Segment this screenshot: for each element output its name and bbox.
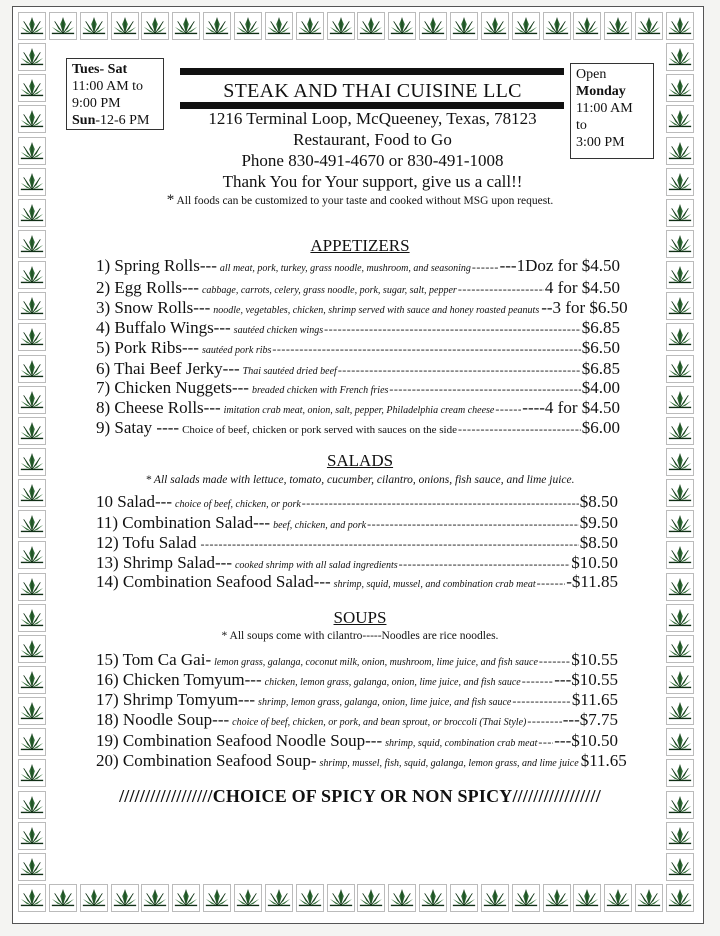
- item-name: 3) Snow Rolls---: [96, 298, 211, 317]
- lotus-leaf-icon: [543, 12, 571, 40]
- menu-item: [96, 298, 628, 318]
- lotus-leaf-icon: [111, 884, 139, 912]
- item-name: 14) Combination Seafood Salad---: [96, 572, 331, 591]
- lotus-leaf-icon: [666, 791, 694, 819]
- item-name: 11) Combination Salad---: [96, 513, 271, 532]
- lotus-leaf-icon: [18, 728, 46, 756]
- item-price: $6.50: [581, 338, 620, 357]
- menu-item: [96, 492, 618, 512]
- msg-note-text: All foods can be customized to your taste and cooked without MSG upon request.: [176, 195, 554, 207]
- leader-dashes: [539, 654, 570, 669]
- lotus-leaf-icon: [666, 417, 694, 445]
- lotus-leaf-icon: [573, 12, 601, 40]
- lotus-leaf-icon: [18, 323, 46, 351]
- lotus-leaf-icon: [481, 12, 509, 40]
- item-description: Thai sautéed dried beef: [242, 366, 337, 377]
- lotus-leaf-icon: [49, 884, 77, 912]
- lotus-leaf-icon: [18, 199, 46, 227]
- item-name: 19) Combination Seafood Noodle Soup---: [96, 731, 383, 750]
- menu-item: [96, 572, 618, 592]
- item-description: shrimp, squid, combination crab meat: [385, 738, 538, 749]
- leader-dashes: [458, 422, 581, 437]
- lotus-leaf-icon: [666, 728, 694, 756]
- lotus-leaf-icon: [666, 759, 694, 787]
- item-price: $8.50: [579, 533, 618, 552]
- item-description: breaded chicken with French fries: [251, 385, 389, 396]
- item-price: ----4 for $4.50: [522, 398, 620, 417]
- lotus-leaf-icon: [604, 884, 632, 912]
- lotus-leaf-icon: [666, 884, 694, 912]
- lotus-leaf-icon: [18, 105, 46, 133]
- leader-dashes: [272, 342, 580, 357]
- hours-days: Tues- Sat: [72, 62, 128, 77]
- lotus-leaf-icon: [234, 12, 262, 40]
- item-price: $11.65: [571, 690, 618, 709]
- item-name: 2) Egg Rolls---: [96, 278, 199, 297]
- lotus-leaf-icon: [666, 199, 694, 227]
- lotus-leaf-icon: [18, 541, 46, 569]
- asterisk: *: [166, 192, 175, 208]
- lotus-leaf-icon: [666, 12, 694, 40]
- item-description: noodle, vegetables, chicken, shrimp served with sauce and honey roasted peanuts: [213, 305, 540, 316]
- lotus-leaf-icon: [666, 479, 694, 507]
- monday-label: Monday: [576, 84, 626, 99]
- lotus-leaf-icon: [18, 386, 46, 414]
- item-description: chicken, lemon grass, galanga, onion, lime juice, and fish sauce: [264, 677, 521, 688]
- item-price: $8.50: [579, 492, 618, 511]
- item-description: lemon grass, galanga, coconut milk, onion, mushroom, lime juice, and fish sauce: [214, 657, 538, 668]
- leader-dashes: [399, 557, 571, 572]
- leader-dashes: [200, 537, 578, 552]
- lotus-leaf-icon: [388, 884, 416, 912]
- lotus-leaf-icon: [450, 12, 478, 40]
- lotus-leaf-icon: [666, 853, 694, 881]
- lotus-leaf-icon: [296, 884, 324, 912]
- item-name: 4) Buffalo Wings---: [96, 318, 231, 337]
- lotus-leaf-icon: [18, 168, 46, 196]
- lotus-leaf-icon: [666, 822, 694, 850]
- soups-heading: SOUPS: [333, 608, 387, 627]
- title-rule-top: [180, 68, 564, 75]
- leader-dashes: [527, 714, 561, 729]
- item-description: shrimp, squid, mussel, and combination crab meat: [333, 579, 536, 590]
- lotus-leaf-icon: [18, 573, 46, 601]
- menu-item: [96, 256, 620, 276]
- lotus-leaf-icon: [18, 791, 46, 819]
- menu-item: [96, 751, 627, 771]
- lotus-leaf-icon: [141, 884, 169, 912]
- monday-to: to: [576, 118, 587, 133]
- leader-dashes: [324, 322, 581, 337]
- lotus-leaf-icon: [666, 635, 694, 663]
- menu-item: [96, 338, 620, 358]
- item-price: ---1Doz for $4.50: [499, 256, 620, 275]
- lotus-leaf-icon: [18, 697, 46, 725]
- lotus-leaf-icon: [388, 12, 416, 40]
- item-description: choice of beef, chicken, or pork: [175, 499, 301, 510]
- lotus-leaf-icon: [327, 12, 355, 40]
- hours-sunday-label: Sun: [72, 113, 96, 128]
- lotus-leaf-icon: [18, 261, 46, 289]
- lotus-leaf-icon: [203, 12, 231, 40]
- item-name: 8) Cheese Rolls---: [96, 398, 221, 417]
- menu-item: [96, 378, 620, 398]
- hours-time-close: 9:00 PM: [72, 96, 121, 111]
- leader-dashes: [495, 402, 521, 417]
- lotus-leaf-icon: [296, 12, 324, 40]
- lotus-leaf-icon: [666, 386, 694, 414]
- item-name: 6) Thai Beef Jerky---: [96, 359, 240, 378]
- lotus-leaf-icon: [666, 448, 694, 476]
- lotus-leaf-icon: [512, 884, 540, 912]
- lotus-leaf-icon: [141, 12, 169, 40]
- lotus-leaf-icon: [18, 884, 46, 912]
- lotus-leaf-icon: [450, 884, 478, 912]
- restaurant-name: STEAK AND THAI CUISINE LLC: [223, 80, 522, 102]
- item-price: 4 for $4.50: [544, 278, 620, 297]
- lotus-leaf-icon: [666, 323, 694, 351]
- restaurant-type: Restaurant, Food to Go: [293, 130, 452, 149]
- hours-sunday-time: -12-6 PM: [95, 113, 150, 128]
- menu-item: [96, 278, 620, 298]
- lotus-leaf-icon: [18, 137, 46, 165]
- monday-time-close: 3:00 PM: [576, 135, 625, 150]
- item-name: 18) Noodle Soup---: [96, 710, 230, 729]
- menu-item: [96, 513, 618, 533]
- menu-item: [96, 533, 618, 553]
- item-price: $4.00: [581, 378, 620, 397]
- lotus-leaf-icon: [666, 105, 694, 133]
- leader-dashes: [389, 382, 580, 397]
- lotus-leaf-icon: [666, 541, 694, 569]
- item-price: ---$10.55: [554, 670, 618, 689]
- lotus-leaf-icon: [666, 573, 694, 601]
- item-name: 1) Spring Rolls---: [96, 256, 217, 275]
- leader-dashes: [458, 282, 544, 297]
- phone-numbers: Phone 830-491-4670 or 830-491-1008: [241, 151, 504, 170]
- item-description: all meat, pork, turkey, grass noodle, mushroom, and seasoning: [219, 263, 471, 274]
- lotus-leaf-icon: [49, 12, 77, 40]
- item-description: sautéed chicken wings: [233, 325, 324, 336]
- lotus-leaf-icon: [512, 12, 540, 40]
- hours-box-monday: [570, 63, 654, 159]
- lotus-leaf-icon: [18, 822, 46, 850]
- item-name: 12) Tofu Salad: [96, 533, 197, 552]
- lotus-leaf-icon: [666, 137, 694, 165]
- open-label: Open: [576, 67, 607, 82]
- item-price: $10.50: [571, 553, 618, 572]
- item-price: ---$10.50: [554, 731, 618, 750]
- lotus-leaf-icon: [80, 884, 108, 912]
- lotus-leaf-icon: [18, 355, 46, 383]
- menu-item: [96, 690, 618, 710]
- item-name: 20) Combination Seafood Soup-: [96, 751, 317, 770]
- lotus-leaf-icon: [666, 43, 694, 71]
- lotus-leaf-icon: [327, 884, 355, 912]
- menu-item: [96, 318, 620, 338]
- item-description: beef, chicken, and pork: [273, 520, 367, 531]
- item-name: 13) Shrimp Salad---: [96, 553, 232, 572]
- lotus-leaf-icon: [666, 168, 694, 196]
- address: 1216 Terminal Loop, McQueeney, Texas, 78123: [208, 109, 537, 128]
- lotus-leaf-icon: [419, 12, 447, 40]
- title-rule-bottom: [180, 102, 564, 109]
- lotus-leaf-icon: [543, 884, 571, 912]
- lotus-leaf-icon: [357, 12, 385, 40]
- msg-note: [80, 192, 640, 209]
- lotus-leaf-icon: [357, 884, 385, 912]
- salads-note: * All salads made with lettuce, tomato, cucumber, cilantro, onions, fish sauce, and lime juice.: [145, 474, 575, 486]
- lotus-leaf-icon: [18, 759, 46, 787]
- lotus-leaf-icon: [666, 666, 694, 694]
- lotus-leaf-icon: [18, 417, 46, 445]
- menu-item: [96, 670, 618, 690]
- item-description: shrimp, mussel, fish, squid, galanga, lemon grass, and lime juice: [319, 758, 579, 769]
- item-price: $6.00: [581, 418, 620, 437]
- hours-time-open: 11:00 AM to: [72, 79, 144, 94]
- lotus-leaf-icon: [666, 74, 694, 102]
- lotus-leaf-icon: [666, 604, 694, 632]
- leader-dashes: [522, 674, 554, 689]
- item-price: $6.85: [581, 359, 620, 378]
- lotus-leaf-icon: [18, 43, 46, 71]
- lotus-leaf-icon: [419, 884, 447, 912]
- menu-item: [96, 398, 620, 418]
- monday-time-open: 11:00 AM: [576, 101, 633, 116]
- menu-item: [96, 731, 618, 751]
- lotus-leaf-icon: [666, 355, 694, 383]
- lotus-leaf-icon: [573, 884, 601, 912]
- item-description: cooked shrimp with all salad ingredients: [234, 560, 398, 571]
- lotus-leaf-icon: [635, 884, 663, 912]
- menu-item: [96, 359, 620, 379]
- lotus-leaf-icon: [18, 604, 46, 632]
- lotus-leaf-icon: [80, 12, 108, 40]
- menu-item: [96, 553, 618, 573]
- lotus-leaf-icon: [234, 884, 262, 912]
- leader-dashes: [367, 517, 579, 532]
- leader-dashes: [338, 363, 581, 378]
- item-price: $11.65: [580, 751, 627, 770]
- lotus-leaf-icon: [18, 230, 46, 258]
- leader-dashes: [537, 576, 566, 591]
- lotus-leaf-icon: [18, 635, 46, 663]
- item-name: 17) Shrimp Tomyum---: [96, 690, 256, 709]
- lotus-leaf-icon: [111, 12, 139, 40]
- item-name: 5) Pork Ribs---: [96, 338, 199, 357]
- lotus-leaf-icon: [18, 74, 46, 102]
- item-price: $6.85: [581, 318, 620, 337]
- leader-dashes: [512, 694, 571, 709]
- item-description: shrimp, lemon grass, galanga, onion, lime juice, and fish sauce: [258, 697, 512, 708]
- leader-dashes: [302, 496, 579, 511]
- item-price: -$11.85: [566, 572, 618, 591]
- thanks-line: Thank You for Your support, give us a call!!: [222, 172, 523, 191]
- appetizers-heading: APPETIZERS: [310, 236, 410, 255]
- item-name: 7) Chicken Nuggets---: [96, 378, 249, 397]
- lotus-leaf-icon: [635, 12, 663, 40]
- lotus-leaf-icon: [18, 479, 46, 507]
- soups-note: * All soups come with cilantro-----Noodles are rice noodles.: [221, 630, 499, 642]
- spicy-choice-banner: //////////////////CHOICE OF SPICY OR NON SPICY/////////////////: [119, 786, 601, 806]
- item-price: $10.55: [571, 650, 618, 669]
- lotus-leaf-icon: [18, 292, 46, 320]
- item-price: $9.50: [579, 513, 618, 532]
- lotus-leaf-icon: [666, 292, 694, 320]
- lotus-leaf-icon: [18, 448, 46, 476]
- lotus-leaf-icon: [203, 884, 231, 912]
- lotus-leaf-icon: [18, 12, 46, 40]
- leader-dashes: [538, 735, 553, 750]
- item-description: imitation crab meat, onion, salt, pepper, Philadelphia cream cheese: [223, 405, 495, 416]
- lotus-leaf-icon: [18, 666, 46, 694]
- item-name: 16) Chicken Tomyum---: [96, 670, 262, 689]
- lotus-leaf-icon: [265, 884, 293, 912]
- lotus-leaf-icon: [172, 12, 200, 40]
- lotus-leaf-icon: [666, 230, 694, 258]
- lotus-leaf-icon: [172, 884, 200, 912]
- item-description: Choice of beef, chicken or pork served with sauces on the side: [182, 424, 457, 436]
- hours-box-weekly: [66, 58, 164, 130]
- lotus-leaf-icon: [18, 510, 46, 538]
- item-name: 9) Satay ----: [96, 418, 180, 437]
- item-description: cabbage, carrots, celery, grass noodle, pork, sugar, salt, pepper: [201, 285, 457, 296]
- lotus-leaf-icon: [666, 697, 694, 725]
- lotus-leaf-icon: [666, 510, 694, 538]
- item-price: ---$7.75: [562, 710, 618, 729]
- lotus-leaf-icon: [604, 12, 632, 40]
- menu-item: [96, 710, 618, 730]
- lotus-leaf-icon: [265, 12, 293, 40]
- item-description: sautéed pork ribs: [201, 345, 272, 356]
- item-price: --3 for $6.50: [541, 298, 628, 317]
- item-name: 10 Salad---: [96, 492, 173, 511]
- item-description: choice of beef, chicken, or pork, and bean sprout, or broccoli (Thai Style): [232, 717, 527, 728]
- menu-item: [96, 650, 618, 670]
- lotus-leaf-icon: [666, 261, 694, 289]
- item-name: 15) Tom Ca Gai-: [96, 650, 212, 669]
- lotus-leaf-icon: [481, 884, 509, 912]
- lotus-leaf-icon: [18, 853, 46, 881]
- leader-dashes: [472, 260, 499, 275]
- menu-item: [96, 418, 620, 438]
- salads-heading: SALADS: [326, 451, 394, 470]
